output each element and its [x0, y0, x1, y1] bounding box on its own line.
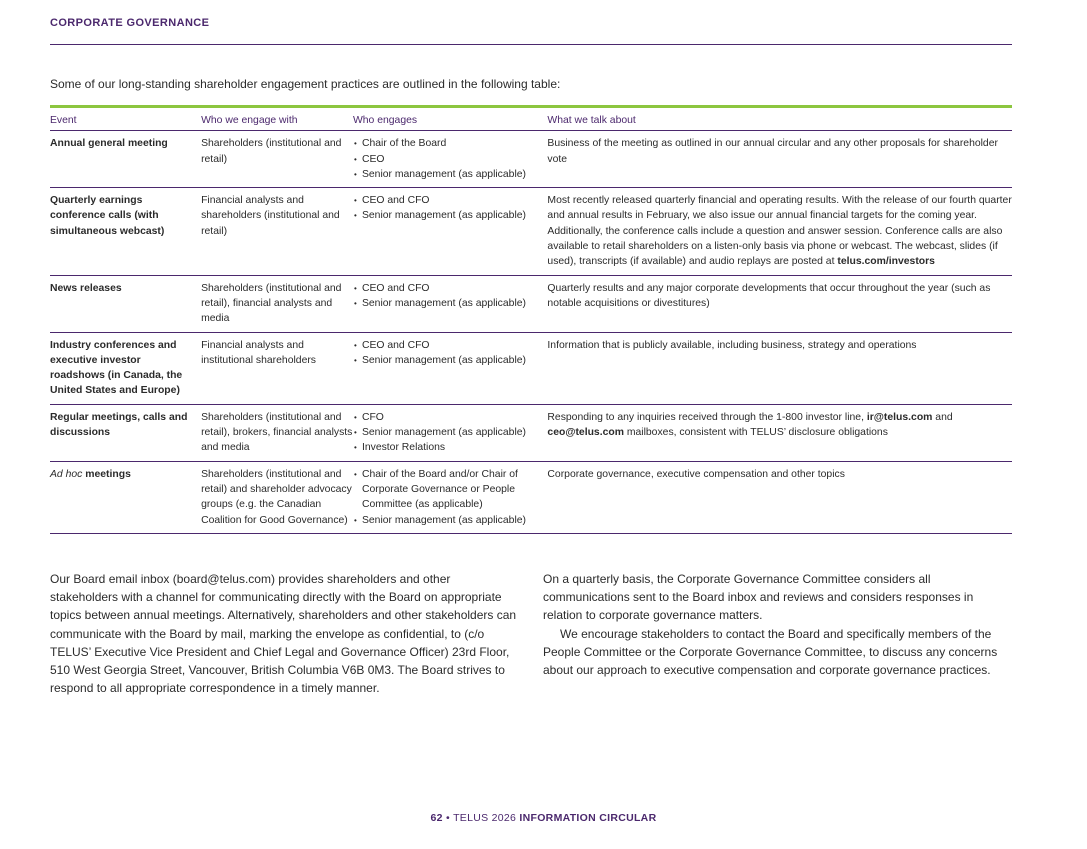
list-item: • Senior management (as applicable)	[353, 425, 547, 440]
topics-text: Responding to any inquiries received through the 1-800 investor line,	[547, 411, 867, 423]
page-footer	[0, 812, 1087, 824]
who-engages-list	[353, 467, 547, 528]
who-engages-cell	[353, 188, 547, 275]
list-item: • Senior management (as applicable)	[353, 296, 547, 311]
body-left-column	[50, 570, 520, 697]
engage-with-cell: Financial analysts and shareholders (institutional and retail)	[201, 188, 353, 275]
event-cell	[50, 332, 201, 404]
who-engages-cell	[353, 131, 547, 188]
who-engages-cell	[353, 404, 547, 461]
topics-cell	[547, 188, 1012, 275]
col-header-about: What we talk about	[547, 107, 1012, 131]
table-header-row	[50, 107, 1012, 131]
table-row	[50, 188, 1012, 275]
who-engages-list	[353, 193, 547, 224]
topics-text: Quarterly results and any major corporate developments that occur throughout the year (such as notable acquisitions or divestitures)	[547, 282, 991, 309]
topics-text: mailboxes, consistent with TELUS’ disclosure obligations	[623, 427, 888, 439]
event-cell	[50, 188, 201, 275]
list-item: • Investor Relations	[353, 440, 547, 455]
header-divider	[50, 44, 1012, 45]
who-engages-list	[353, 136, 547, 182]
footer-doc-title: INFORMATION CIRCULAR	[519, 812, 657, 824]
who-engages-list	[353, 410, 547, 456]
topics-cell	[547, 275, 1012, 332]
list-item: • CEO and CFO	[353, 193, 547, 208]
topics-link[interactable]: ceo@telus.com	[547, 427, 624, 439]
topics-cell	[547, 461, 1012, 533]
list-item: • CEO and CFO	[353, 281, 547, 296]
who-engages-cell	[353, 275, 547, 332]
page	[50, 0, 1012, 849]
event-name: Annual general meeting	[50, 138, 168, 150]
event-name: meetings	[82, 468, 131, 480]
table-row	[50, 332, 1012, 404]
topics-cell	[547, 131, 1012, 188]
event-name: Industry conferences and executive investor roadshows (in Canada, the United States and Europe)	[50, 339, 183, 397]
event-cell	[50, 404, 201, 461]
event-prefix: Ad hoc	[50, 468, 83, 480]
list-item: • CEO	[353, 152, 547, 167]
who-engages-cell	[353, 461, 547, 533]
topics-cell	[547, 404, 1012, 461]
col-header-with: Who we engage with	[201, 107, 353, 131]
list-item: • Senior management (as applicable)	[353, 208, 547, 223]
engagement-table	[50, 105, 1012, 534]
list-item: • CFO	[353, 410, 547, 425]
who-engages-list	[353, 338, 547, 369]
table-row	[50, 404, 1012, 461]
who-engages-list	[353, 281, 547, 312]
list-item: • CEO and CFO	[353, 338, 547, 353]
list-item: • Senior management (as applicable)	[353, 167, 547, 182]
topics-text: Corporate governance, executive compensation and other topics	[547, 468, 845, 480]
topics-link[interactable]: ir@telus.com	[866, 411, 933, 423]
topics-cell	[547, 332, 1012, 404]
topics-text: and	[932, 411, 953, 423]
engage-with-cell: Shareholders (institutional and retail)	[201, 131, 353, 188]
encourage-paragraph: We encourage stakeholders to contact the Board and specifically members of the People Committee or the Corporate Governance Committee, to discuss any concerns about our approach to executive compensation and corporate governance practices.	[543, 626, 998, 678]
quarterly-review-paragraph: On a quarterly basis, the Corporate Governance Committee considers all communications sent to the Board inbox and reviews and considers responses in relation to corporate governance matters.	[543, 572, 974, 623]
who-engages-cell	[353, 332, 547, 404]
board-inbox-paragraph: Our Board email inbox (board@telus.com) provides shareholders and other stakeholders with a channel for communicating directly with the Board on appropriate topics between annual meetings. Alternatively, shareholders and other stakeholders can communicate with the Board by mail, marking the envelope as confidential, to (c/o TELUS’ Executive Vice President and Chief Legal and Governance Officer) 23rd Floor, 510 West Georgia Street, Vancouver, British Columbia V6B 0M3. The Board strives to respond to all appropriate correspondence in a timely manner.	[50, 572, 517, 696]
event-name: Regular meetings, calls and discussions	[50, 411, 188, 439]
body-right-column	[543, 570, 1012, 679]
col-header-event: Event	[50, 107, 201, 131]
event-name: News releases	[50, 282, 122, 294]
intro-text: Some of our long-standing shareholder engagement practices are outlined in the following table:	[50, 77, 561, 91]
engage-with-cell: Shareholders (institutional and retail), financial analysts and media	[201, 275, 353, 332]
list-item: • Senior management (as applicable)	[353, 353, 547, 368]
event-cell	[50, 461, 201, 533]
topics-text: Most recently released quarterly financial and operating results. With the release of our fourth quarter and annual results in February, we also issue our annual financial targets for the coming year. Additionally, the conference calls include a question and answer session. Conference calls are also available to retail shareholders on a listen-only basis via phone or webcast. The webcast, slides (if used), transcripts (if available) and audio replays are posted at	[547, 195, 1012, 268]
engage-with-cell: Shareholders (institutional and retail), brokers, financial analysts and media	[201, 404, 353, 461]
list-item: • Chair of the Board	[353, 136, 547, 151]
engage-with-cell: Shareholders (institutional and retail) and shareholder advocacy groups (e.g. the Canadian Coalition for Good Governance)	[201, 461, 353, 533]
footer-separator: •	[442, 812, 454, 824]
table-row	[50, 275, 1012, 332]
topics-link[interactable]: telus.com/investors	[837, 256, 935, 268]
event-name: Quarterly earnings conference calls (with simultaneous webcast)	[50, 195, 165, 237]
page-number: 62	[430, 812, 443, 824]
topics-text: Information that is publicly available, including business, strategy and operations	[547, 339, 917, 351]
table-row	[50, 461, 1012, 533]
topics-text: Business of the meeting as outlined in our annual circular and any other proposals for shareholder vote	[547, 138, 998, 165]
section-header: CORPORATE GOVERNANCE	[50, 17, 210, 29]
list-item: • Senior management (as applicable)	[353, 513, 547, 528]
list-item: • Chair of the Board and/or Chair of Corporate Governance or People Committee (as applicable)	[353, 467, 547, 513]
table-row	[50, 131, 1012, 188]
event-cell	[50, 275, 201, 332]
col-header-who: Who engages	[353, 107, 547, 131]
footer-brand: TELUS 2026	[453, 812, 520, 824]
event-cell	[50, 131, 201, 188]
engage-with-cell: Financial analysts and institutional shareholders	[201, 332, 353, 404]
